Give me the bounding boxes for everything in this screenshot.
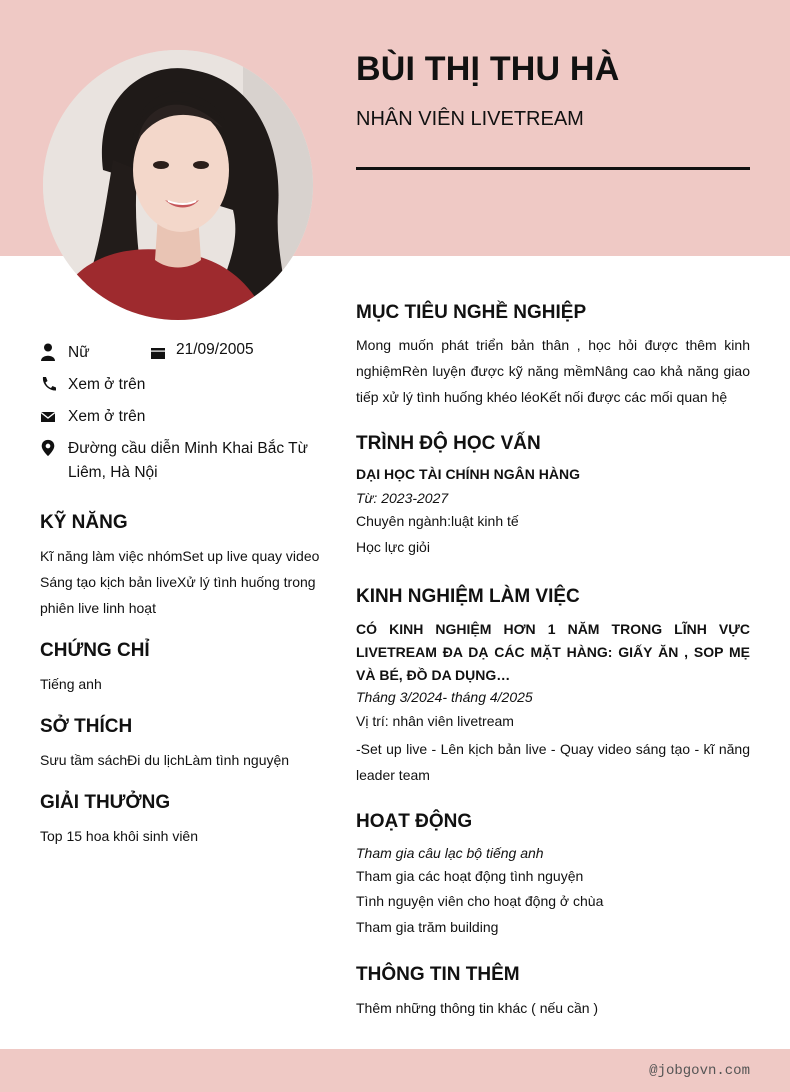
profile-photo <box>43 50 313 320</box>
awards-heading: GIẢI THƯỞNG <box>40 792 171 813</box>
activity-item: Tham gia trăm building <box>356 919 499 935</box>
contact-phone <box>40 373 145 397</box>
additional-info-heading: THÔNG TIN THÊM <box>356 964 520 985</box>
education-grade: Học lực giỏi <box>356 539 430 555</box>
title-divider <box>356 167 750 170</box>
education-school: DẠI HỌC TÀI CHÍNH NGÂN HÀNG <box>356 466 580 482</box>
email-value: Xem ở trên <box>68 408 146 425</box>
phone-value: Xem ở trên <box>68 376 146 393</box>
contact-address <box>40 437 320 485</box>
activity-item: Tham gia câu lạc bộ tiếng anh <box>356 845 544 861</box>
objective-text: Mong muốn phát triển bản thân , học hỏi được thêm kinh nghiệmRèn luyện được kỹ năng mềmNâng cao khả năng giao tiếp xử lý tình huống khéo léoKết nối được các mối quan hệ <box>356 337 750 405</box>
education-heading: TRÌNH ĐỘ HỌC VẤN <box>356 433 541 454</box>
candidate-name: BÙI THỊ THU HÀ <box>356 50 620 88</box>
contact-dob <box>150 341 254 362</box>
address-value: Đường cầu diễn Minh Khai Bắc Từ Liêm, Hà Nội <box>68 440 309 481</box>
activity-item: Tình nguyện viên cho hoạt động ở chùa <box>356 893 604 909</box>
experience-period: Tháng 3/2024- tháng 4/2025 <box>356 689 533 705</box>
activity-item: Tham gia các hoạt động tình nguyện <box>356 868 584 884</box>
contact-email <box>40 405 145 429</box>
awards-text: Top 15 hoa khôi sinh viên <box>40 828 198 844</box>
hobbies-heading: SỞ THÍCH <box>40 716 133 737</box>
skills-text: Kĩ năng làm việc nhómSet up live quay video Sáng tạo kịch bản liveXử lý tình huống trong phiên live linh hoạt <box>40 548 320 616</box>
dob-value: 21/09/2005 <box>176 341 254 358</box>
phone-icon <box>40 375 56 393</box>
hobbies-text: Sưu tầm sáchĐi du lịchLàm tình nguyện <box>40 752 290 768</box>
experience-heading: KINH NGHIỆM LÀM VIỆC <box>356 586 580 607</box>
certificates-text: Tiếng anh <box>40 676 102 692</box>
person-icon <box>40 343 56 361</box>
experience-headline: CÓ KINH NGHIỆM HƠN 1 NĂM TRONG LĨNH VỰC LIVETREAM ĐA DẠ CÁC MẶT HÀNG: GIẤY ĂN , SOP MẸ VÀ BÉ, ĐỒ DA DỤNG… <box>356 621 750 683</box>
experience-description: -Set up live - Lên kịch bản live - Quay video sáng tạo - kĩ năng leader team <box>356 741 750 783</box>
job-title: NHÂN VIÊN LIVETREAM <box>356 108 584 130</box>
footer-watermark: @jobgovn.com <box>649 1063 750 1079</box>
education-major: Chuyên ngành:luật kinh tế <box>356 513 519 529</box>
location-pin-icon <box>40 439 56 457</box>
activities-heading: HOẠT ĐỘNG <box>356 811 473 832</box>
objective-heading: MỤC TIÊU NGHỀ NGHIỆP <box>356 302 587 323</box>
experience-position: Vị trí: nhân viên livetream <box>356 713 514 729</box>
gender-value: Nữ <box>68 344 90 361</box>
certificates-heading: CHỨNG CHỈ <box>40 640 150 661</box>
mail-icon <box>40 407 56 425</box>
contact-gender <box>40 341 90 365</box>
education-period: Từ: 2023-2027 <box>356 490 449 506</box>
skills-heading: KỸ NĂNG <box>40 512 128 533</box>
additional-info-text: Thêm những thông tin khác ( nếu cần ) <box>356 1000 599 1016</box>
calendar-icon <box>150 344 166 362</box>
